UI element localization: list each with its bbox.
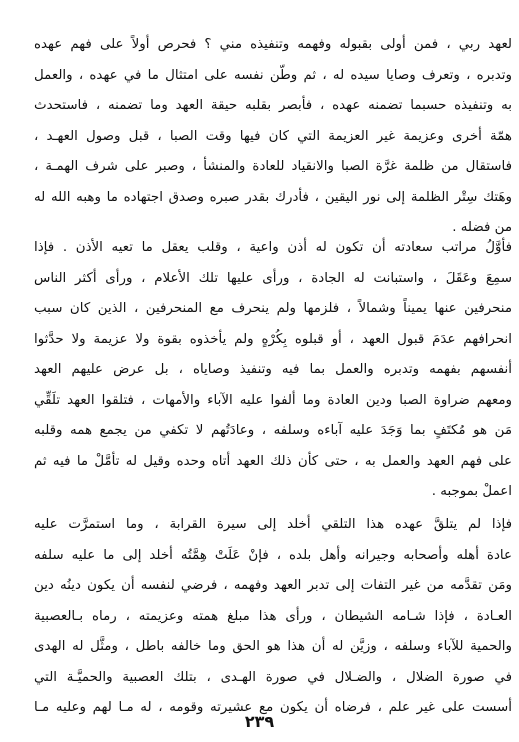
paragraph-3 — [34, 510, 512, 724]
text-line: عادة أهله وأصحابه وجيرانه وأهل بلده ، فإنْ عَلَتْ هِمَّتُه أخلد إلى ما عليه سلفه — [34, 547, 512, 563]
text-line: وهَتك سِتْر الظلمة إلى نور اليقين ، فأدرك بقدر صبره وصدق اجتهاده ما وهبه الله له — [34, 189, 512, 205]
text-line: فأوَّلُ مراتب سعادته أن تكون له أذن واعية ، وقلب يعقل ما تعيه الأذن . فإذا — [34, 240, 512, 255]
text-line: مَن هو مُكتَفٍ بما وَجَدَ عليه آباءه وسلفه ، وعادَتُهم لا تكفي من يجمع همه وقلبه — [34, 423, 512, 438]
paragraph-1 — [34, 30, 512, 244]
text-line: انحرافهم عدَمَ قبول العهد ، أو قبلوه بِكُرْهٍ ولم يأخذوه بقوة ولا عزيمة ولا حدَّثوا — [34, 331, 512, 347]
text-line: على فهم العهد والعمل به ، حتى كأن ذلك العهد أتاه وحده وقيل له تأمَّلْ ما فيه ثم — [34, 453, 512, 469]
text-line: لعهد ربي ، فمن أولى بقبوله وفهمه وتنفيذه مني ؟ فحرص أولاً على فهم عهده — [34, 37, 512, 52]
text-line: به وتنفيذه حسبما تضمنه عهده ، فأبصر بقلبه حيقة العهد وما تضمنه ، فاستحدث — [34, 98, 512, 113]
text-line: فاستقال من ظلمة غرَّة الصبا والانقياد للعادة والمنشأ ، وصبر على شرف الهمـة ، — [34, 159, 512, 174]
text-line: سمِعَ وعَقَلَ ، واستبانت له الجادة ، ورأى عليها تلك الأعلام ، ورأى أكثر الناس — [34, 270, 512, 286]
text-line: ومعهم ضراوة الصبا ودين العادة وما ألفوا عليه الآباء والأمهات ، فتلقوا العهد تلَقِّي — [34, 392, 512, 408]
text-line: ومَن تقدَّمه من غير التفات إلى تدبر العهد وفهمه ، فرضي لنفسه أن يكون دينُه دين — [34, 578, 512, 593]
text-line: والحمية للآباء وسلفه ، وزيَّن له أن هذا هو الحق وما خالفه باطل ، ومثَّل له الهدى — [34, 639, 512, 654]
page-number: ٢٣٩ — [244, 712, 275, 731]
paragraph-2 — [34, 233, 512, 508]
text-line: العـادة ، فإذا شـامه الشيطان ، ورأى هذا مبلغ همته وعزيمته ، رماه بـالعصبية — [34, 608, 512, 624]
text-line: فإذا لم يتلقَّ عهده هذا التلقي أخلد إلى سيرة القرابة ، وما استمرَّت عليه — [34, 517, 512, 532]
text-line: وتدبره ، وتعرف وصايا سيده له ، ثم وطّن نفسه على امتثال ما في عهده ، والعمل — [34, 67, 512, 83]
text-line: أسست على غير علم ، فرضاه أن يكون مع عشيرته وقومه ، له مـا لهم وعليه مـا — [34, 700, 512, 715]
text-line: من فضله . — [452, 220, 512, 235]
text-line: أنفسهم بفهمه وتدبره والعمل بما فيه وتنفيذ وصاياه ، بل عرض عليهم العهد — [34, 362, 512, 377]
text-line: اعملْ بموجبه . — [431, 484, 512, 499]
text-line: همّة أخرى وعزيمة غير العزيمة التي كان فيها وقت الصبا ، قبل وصول العهـد ، — [34, 128, 512, 144]
text-line: في صورة الضلال ، والضـلال في صورة الهـدى ، بتلك العصبية والحميَّـة التي — [34, 669, 512, 685]
text-line: منحرفين عنها يميناً وشمالاً ، فلزمها ولم ينحرف مع المنحرفين ، الذين كان سبب — [34, 301, 512, 316]
